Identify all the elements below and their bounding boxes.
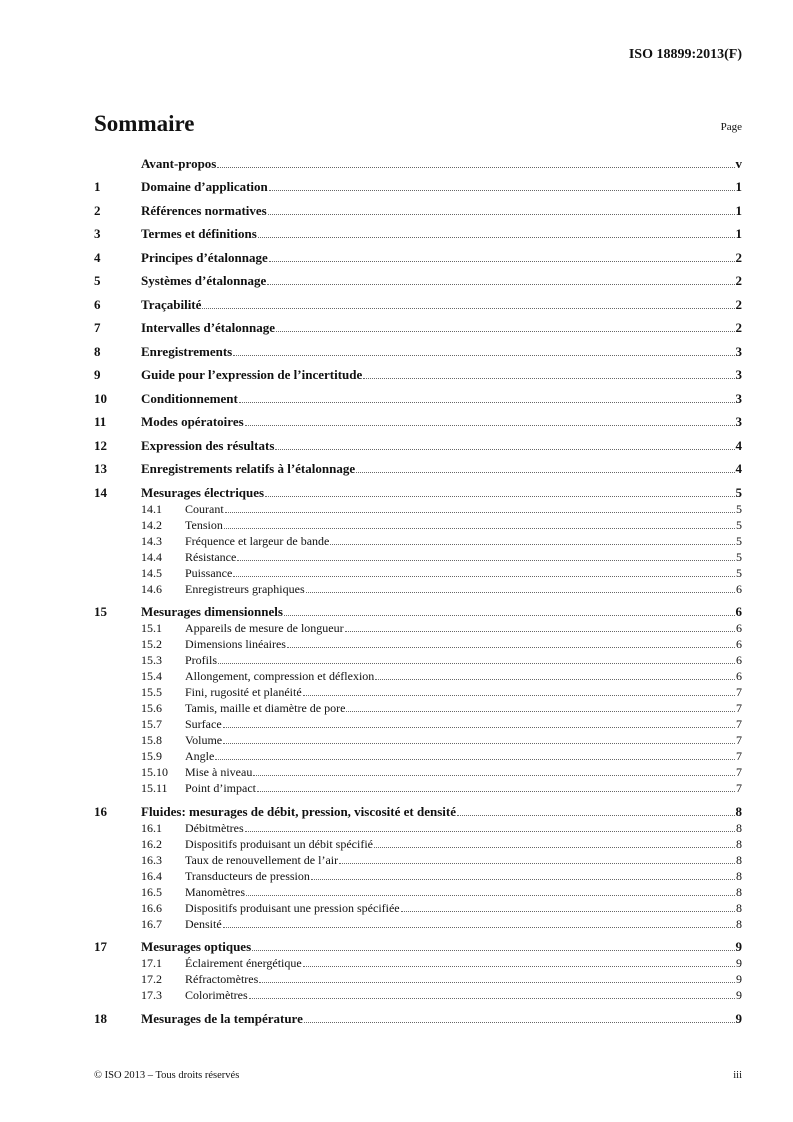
entry-number: 16.3 — [141, 852, 162, 867]
toc-subentry[interactable] — [94, 620, 742, 636]
leader-dots — [224, 528, 735, 529]
toc-subentry[interactable] — [94, 684, 742, 700]
entry-title: Modes opératoires — [141, 414, 244, 429]
entry-title: Surface — [185, 717, 222, 731]
entry-title: Dimensions linéaires — [185, 637, 286, 651]
leader-dots — [345, 631, 735, 632]
entry-title: Conditionnement — [141, 390, 238, 406]
toc-subentry[interactable] — [94, 748, 742, 764]
leader-dots — [202, 308, 734, 309]
entry-page: 5 — [736, 517, 742, 532]
entry-title: Termes et définitions — [141, 226, 257, 241]
entry-number: 16.1 — [141, 820, 162, 835]
toc-entry[interactable] — [94, 604, 742, 620]
toc-subentry[interactable] — [94, 716, 742, 732]
entry-title: Systèmes d’étalonnage — [141, 273, 267, 288]
toc-subentry[interactable] — [94, 700, 742, 716]
entry-page: 9 — [735, 1010, 742, 1026]
entry-page: 3 — [735, 390, 742, 406]
entry-number: 14.6 — [141, 581, 162, 596]
leader-dots — [225, 512, 735, 513]
entry-title: Débitmètres — [185, 820, 244, 835]
toc-entry[interactable] — [94, 367, 742, 383]
toc-subentry[interactable] — [94, 581, 742, 597]
entry-title: Fréquence et largeur de bande — [185, 533, 330, 548]
entry-page: 6 — [736, 637, 742, 651]
page-number: iii — [733, 1070, 742, 1081]
entry-page: 7 — [736, 749, 742, 763]
leader-dots — [259, 982, 735, 983]
entry-title: Transducteurs de pression — [185, 868, 310, 883]
toc-subentry[interactable] — [94, 764, 742, 780]
toc-entry[interactable] — [94, 391, 742, 407]
entry-page: 7 — [736, 781, 742, 795]
entry-page: 7 — [736, 685, 742, 699]
toc-entry[interactable] — [94, 226, 742, 242]
toc-subentry[interactable] — [94, 900, 742, 916]
leader-dots — [246, 895, 735, 896]
entry-title: Manomètres — [185, 884, 245, 899]
entry-number: 13 — [94, 461, 107, 476]
entry-title: Enregistrements — [141, 343, 233, 359]
leader-dots — [252, 950, 734, 951]
entry-number: 16.7 — [141, 916, 162, 931]
toc-subentry[interactable] — [94, 652, 742, 668]
entry-title: Tamis, maille et diamètre de pore — [185, 701, 346, 715]
entry-number: 14.2 — [141, 517, 162, 532]
entry-number: 11 — [94, 414, 107, 429]
toc-subentry[interactable] — [94, 549, 742, 565]
toc-subentry[interactable] — [94, 517, 742, 533]
leader-dots — [401, 911, 735, 912]
toc-entry[interactable] — [94, 156, 742, 172]
entry-title: Résistance — [185, 549, 237, 564]
toc-entry[interactable] — [94, 1011, 742, 1027]
entry-page: 8 — [736, 900, 742, 915]
entry-page: 3 — [735, 414, 742, 429]
entry-number: 14 — [94, 484, 107, 500]
leader-dots — [356, 472, 734, 473]
entry-title: Dispositifs produisant un débit spécifié — [185, 836, 373, 851]
toc-entry[interactable] — [94, 320, 742, 336]
entry-number: 17.1 — [141, 956, 162, 970]
entry-page: 5 — [736, 565, 742, 580]
entry-number: 12 — [94, 437, 107, 453]
leader-dots — [253, 775, 735, 776]
toc-entry[interactable] — [94, 203, 742, 219]
leader-dots — [223, 743, 735, 744]
entry-page: 8 — [735, 803, 742, 819]
leader-dots — [245, 425, 735, 426]
entry-title: Principes d’étalonnage — [141, 249, 268, 265]
toc-entry[interactable] — [94, 414, 742, 430]
entry-title: Avant-propos — [141, 155, 217, 171]
entry-page: 8 — [736, 836, 742, 851]
copyright: © ISO 2013 – Tous droits réservés — [94, 1070, 240, 1081]
entry-title: Mesurages dimensionnels — [141, 604, 283, 619]
entry-page: 5 — [736, 549, 742, 564]
toc-subentry[interactable] — [94, 971, 742, 987]
leader-dots — [269, 261, 735, 262]
entry-title: Tension — [185, 517, 223, 532]
entry-number: 7 — [94, 320, 101, 335]
entry-title: Colorimètres — [185, 988, 248, 1002]
entry-number: 15.11 — [141, 781, 168, 795]
entry-page: 8 — [736, 868, 742, 883]
leader-dots — [265, 496, 734, 497]
leader-dots — [287, 647, 735, 648]
entry-page: 5 — [735, 484, 742, 500]
entry-number: 15.2 — [141, 637, 162, 651]
leader-dots — [223, 927, 735, 928]
toc-subentry[interactable] — [94, 916, 742, 932]
entry-number: 14.1 — [141, 501, 162, 516]
entry-page: 7 — [736, 701, 742, 715]
entry-number: 16.6 — [141, 900, 162, 915]
entry-number: 15.10 — [141, 765, 168, 779]
entry-page: 8 — [736, 820, 742, 835]
leader-dots — [330, 544, 735, 545]
toc-subentry[interactable] — [94, 955, 742, 971]
entry-number: 17.2 — [141, 972, 162, 986]
leader-dots — [249, 998, 735, 999]
entry-title: Mesurages optiques — [141, 939, 252, 954]
leader-dots — [374, 847, 735, 848]
entry-page: 1 — [735, 202, 742, 218]
leader-dots — [257, 791, 735, 792]
toc-subentry[interactable] — [94, 836, 742, 852]
entry-number: 18 — [94, 1010, 107, 1026]
entry-page: 8 — [736, 884, 742, 899]
leader-dots — [233, 576, 735, 577]
entry-number: 15.9 — [141, 749, 162, 763]
entry-title: Fluides: mesurages de débit, pression, viscosité et densité — [141, 803, 456, 819]
entry-number: 15.8 — [141, 733, 162, 747]
entry-number: 16.5 — [141, 884, 162, 899]
entry-number: 15.4 — [141, 669, 162, 683]
toc-subentry[interactable] — [94, 868, 742, 884]
entry-title: Point d’impact — [185, 781, 256, 795]
toc-subentry[interactable] — [94, 501, 742, 517]
leader-dots — [258, 237, 735, 238]
entry-page: 7 — [736, 765, 742, 779]
entry-number: 5 — [94, 273, 101, 288]
entry-page: 4 — [735, 461, 742, 476]
entry-title: Densité — [185, 916, 222, 931]
entry-number: 15.6 — [141, 701, 162, 715]
entry-page: 2 — [735, 249, 742, 265]
leader-dots — [269, 190, 735, 191]
leader-dots — [457, 815, 735, 816]
entry-page: 2 — [735, 296, 742, 312]
toc-subentry[interactable] — [94, 732, 742, 748]
entry-page: 3 — [735, 343, 742, 359]
entry-title: Mesurages de la température — [141, 1010, 303, 1026]
leader-dots — [267, 284, 734, 285]
entry-title: Mise à niveau — [185, 765, 253, 779]
leader-dots — [223, 727, 735, 728]
toc-subentry[interactable] — [94, 533, 742, 549]
entry-title: Puissance — [185, 565, 233, 580]
entry-page: 6 — [736, 621, 742, 635]
toc-subentry[interactable] — [94, 780, 742, 796]
entry-title: Fini, rugosité et planéité — [185, 685, 302, 699]
toc-subentry[interactable] — [94, 884, 742, 900]
leader-dots — [311, 879, 735, 880]
toc-subentry[interactable] — [94, 987, 742, 1003]
entry-number: 15 — [94, 604, 107, 619]
entry-number: 3 — [94, 226, 101, 241]
leader-dots — [303, 966, 735, 967]
toc-entry[interactable] — [94, 273, 742, 289]
entry-page: 3 — [735, 367, 742, 382]
page-column-label: Page — [720, 121, 742, 133]
entry-number: 16.4 — [141, 868, 162, 883]
leader-dots — [306, 592, 735, 593]
entry-title: Mesurages électriques — [141, 484, 265, 500]
entry-number: 8 — [94, 343, 101, 359]
toc-subentry[interactable] — [94, 852, 742, 868]
leader-dots — [375, 679, 735, 680]
footer — [94, 1070, 742, 1081]
entry-title: Appareils de mesure de longueur — [185, 621, 344, 635]
entry-page: 6 — [736, 669, 742, 683]
toc-entry[interactable] — [94, 179, 742, 195]
leader-dots — [275, 449, 734, 450]
entry-title: Réfractomètres — [185, 972, 259, 986]
entry-title: Domaine d’application — [141, 179, 268, 194]
entry-page: 1 — [735, 226, 742, 241]
entry-page: 2 — [735, 320, 742, 335]
entry-title: Références normatives — [141, 202, 267, 218]
entry-number: 15.7 — [141, 717, 162, 731]
entry-page: 9 — [735, 939, 742, 954]
leader-dots — [303, 695, 735, 696]
table-of-contents — [94, 148, 742, 1027]
entry-page: 8 — [736, 852, 742, 867]
entry-page: 1 — [735, 179, 742, 194]
entry-title: Volume — [185, 733, 223, 747]
entry-page: 9 — [736, 956, 742, 970]
leader-dots — [268, 214, 735, 215]
leader-dots — [239, 402, 735, 403]
toc-entry[interactable] — [94, 461, 742, 477]
entry-number: 2 — [94, 202, 101, 218]
entry-title: Courant — [185, 501, 224, 516]
toc-subentry[interactable] — [94, 636, 742, 652]
toc-entry[interactable] — [94, 344, 742, 360]
entry-number: 17.3 — [141, 988, 162, 1002]
entry-number: 15.3 — [141, 653, 162, 667]
entry-title: Enregistrements relatifs à l’étalonnage — [141, 461, 356, 476]
entry-page: 6 — [736, 581, 742, 596]
entry-page: 6 — [736, 653, 742, 667]
leader-dots — [346, 711, 735, 712]
entry-title: Dispositifs produisant une pression spécifiée — [185, 900, 400, 915]
toc-subentry[interactable] — [94, 565, 742, 581]
leader-dots — [218, 663, 735, 664]
entry-title: Enregistreurs graphiques — [185, 581, 305, 596]
entry-number: 14.4 — [141, 549, 162, 564]
entry-number: 15.1 — [141, 621, 162, 635]
entry-number: 14.5 — [141, 565, 162, 580]
entry-page: 2 — [735, 273, 742, 288]
entry-title: Angle — [185, 749, 215, 763]
leader-dots — [339, 863, 735, 864]
toc-subentry[interactable] — [94, 820, 742, 836]
entry-number: 9 — [94, 367, 101, 382]
toc-entry[interactable] — [94, 804, 742, 820]
entry-title: Traçabilité — [141, 296, 202, 312]
entry-page: 4 — [735, 437, 742, 453]
entry-page: 6 — [735, 604, 742, 619]
entry-title: Profils — [185, 653, 218, 667]
toc-entry[interactable] — [94, 438, 742, 454]
entry-title: Allongement, compression et déflexion — [185, 669, 375, 683]
leader-dots — [233, 355, 734, 356]
entry-number: 16 — [94, 803, 107, 819]
entry-page: v — [735, 155, 742, 171]
document-id: ISO 18899:2013(F) — [628, 47, 742, 62]
entry-page: 9 — [736, 988, 742, 1002]
entry-page: 9 — [736, 972, 742, 986]
entry-number: 10 — [94, 390, 107, 406]
entry-page: 5 — [736, 533, 742, 548]
leader-dots — [237, 560, 735, 561]
entry-title: Intervalles d’étalonnage — [141, 320, 275, 335]
entry-number: 14.3 — [141, 533, 162, 548]
toc-entry[interactable] — [94, 250, 742, 266]
entry-page: 5 — [736, 501, 742, 516]
leader-dots — [217, 167, 734, 168]
entry-title: Guide pour l’expression de l’incertitude — [141, 367, 363, 382]
leader-dots — [215, 759, 735, 760]
entry-number: 6 — [94, 296, 101, 312]
entry-title: Éclairement énergétique — [185, 956, 302, 970]
toc-entry[interactable] — [94, 485, 742, 501]
entry-number: 16.2 — [141, 836, 162, 851]
toc-subentry[interactable] — [94, 668, 742, 684]
toc-entry[interactable] — [94, 297, 742, 313]
entry-number: 17 — [94, 939, 107, 954]
leader-dots — [363, 378, 734, 379]
entry-number: 1 — [94, 179, 101, 194]
entry-page: 7 — [736, 733, 742, 747]
entry-page: 8 — [736, 916, 742, 931]
toc-entry[interactable] — [94, 939, 742, 955]
entry-number: 15.5 — [141, 685, 162, 699]
entry-title: Taux de renouvellement de l’air — [185, 852, 339, 867]
entry-title: Expression des résultats — [141, 437, 275, 453]
entry-number: 4 — [94, 249, 101, 265]
entry-page: 7 — [736, 717, 742, 731]
page-title: Sommaire — [94, 111, 195, 136]
leader-dots — [304, 1022, 735, 1023]
leader-dots — [284, 615, 735, 616]
leader-dots — [276, 331, 735, 332]
leader-dots — [245, 831, 735, 832]
